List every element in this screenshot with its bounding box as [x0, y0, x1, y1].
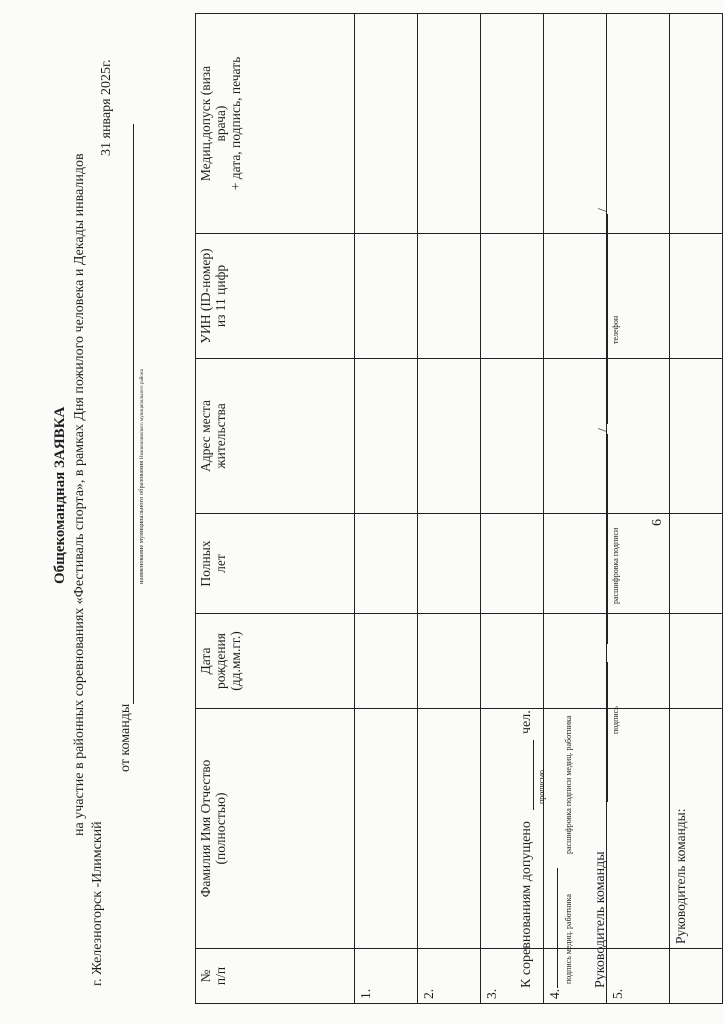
table-row [355, 14, 418, 1004]
med-sign-line[interactable] [557, 868, 558, 988]
med-decode-caption: расшифровка подписи медиц. работника [564, 715, 573, 854]
team-label: от команды [118, 703, 133, 772]
col-number-leader-cell[interactable] [670, 949, 723, 1004]
header-text-line: Медиц.допуск (виза [198, 65, 213, 182]
col-medical-leader-cell[interactable] [670, 14, 723, 234]
col-full-name-header [196, 709, 355, 949]
col-full-name-cell[interactable] [607, 709, 670, 949]
col-address-cell[interactable] [607, 359, 670, 514]
col-age-cell[interactable] [544, 514, 607, 614]
document-title: Общекомандная ЗАЯВКА [52, 406, 68, 584]
col-uin-cell[interactable] [544, 234, 607, 359]
col-medical-cell[interactable] [481, 14, 544, 234]
col-uin-cell[interactable] [481, 234, 544, 359]
slash-2: / [596, 208, 611, 212]
header-text-line: жительства [213, 403, 228, 469]
col-number-cell: 5. [607, 949, 670, 1004]
med-sign-caption: подпись медиц. работника [564, 894, 573, 984]
slash-1: / [596, 428, 611, 432]
col-birth-date-cell[interactable] [481, 614, 544, 709]
col-birth-date-leader-cell[interactable] [670, 614, 723, 709]
header-text-line: + дата, подпись, печать [228, 56, 243, 191]
table-row [418, 14, 481, 1004]
header-text-line: (полностью) [213, 792, 228, 865]
col-birth-date-cell[interactable] [607, 614, 670, 709]
col-medical-cell[interactable] [355, 14, 418, 234]
col-address-cell[interactable] [481, 359, 544, 514]
col-address-header [196, 359, 355, 514]
header-text-line: УИН (ID-номер) [198, 248, 213, 344]
phone-line[interactable] [607, 214, 608, 424]
col-address-cell[interactable] [418, 359, 481, 514]
col-age-leader-cell[interactable] [670, 514, 723, 614]
col-birth-date-cell[interactable] [544, 614, 607, 709]
col-birth-date-header [196, 614, 355, 709]
header-text-line: п/п [213, 966, 228, 986]
sign-caption: подпись [611, 706, 620, 734]
col-medical-header [196, 14, 355, 234]
leader-footer-label: Руководитель команды [593, 851, 608, 988]
admitted-caption: прописью [537, 769, 546, 804]
col-uin-cell[interactable] [418, 234, 481, 359]
header-text-line: врача) [213, 105, 228, 142]
team-caption: наименование муниципального образования Нижнеилимского муниципального района [138, 369, 145, 584]
col-uin-header [196, 234, 355, 359]
header-text-line: Фамилия Имя Отчество [198, 759, 213, 898]
header-text-line: (дд.мм.гг.) [228, 631, 243, 691]
header-text-line: из 11 цифр [213, 264, 228, 328]
header-text-line: № [198, 969, 213, 983]
page-number: 6 [650, 519, 665, 526]
col-age-cell[interactable] [355, 514, 418, 614]
col-age-header [196, 514, 355, 614]
admitted-count-line[interactable] [533, 740, 534, 810]
admitted-unit: чел. [519, 710, 534, 734]
admitted-label: К соревнованиям допущено [519, 821, 534, 988]
col-age-cell[interactable] [418, 514, 481, 614]
col-number-header [196, 949, 355, 1004]
leader-decode-line[interactable] [607, 434, 608, 644]
col-number-cell: 1. [355, 949, 418, 1004]
col-number-cell: 2. [418, 949, 481, 1004]
col-full-name-cell[interactable] [418, 709, 481, 949]
col-address-cell[interactable] [355, 359, 418, 514]
col-address-cell[interactable] [544, 359, 607, 514]
col-uin-cell[interactable] [355, 234, 418, 359]
col-number-cell: 3. [481, 949, 544, 1004]
col-uin-leader-cell[interactable] [670, 234, 723, 359]
col-medical-cell[interactable] [607, 14, 670, 234]
header-text-line: рождения [213, 633, 228, 690]
leader-sign-line[interactable] [607, 662, 608, 802]
col-full-name-leader-cell: Руководитель команды: [670, 709, 723, 949]
city-label: г. Железногорск -Илимский [90, 821, 105, 986]
document-subtitle: на участие в районных соревнованиях «Фестиваль спорта», в рамках Дня пожилого человека и Декады инвалидов [72, 153, 87, 836]
col-number-cell: 4. [544, 949, 607, 1004]
header-text-line: Дата [198, 647, 213, 675]
col-address-leader-cell[interactable] [670, 359, 723, 514]
col-birth-date-cell[interactable] [418, 614, 481, 709]
table-row [607, 14, 670, 1004]
col-age-cell[interactable] [481, 514, 544, 614]
col-birth-date-cell[interactable] [355, 614, 418, 709]
col-medical-cell[interactable] [418, 14, 481, 234]
leader-row [670, 14, 723, 1004]
document-date: 31 января 2025г. [99, 59, 114, 156]
decode-caption: расшифровка подписи [611, 527, 620, 604]
table-body [355, 14, 723, 1004]
col-full-name-cell[interactable] [355, 709, 418, 949]
header-text-line: лет [213, 554, 228, 573]
team-name-line [133, 124, 134, 704]
col-medical-cell[interactable] [544, 14, 607, 234]
table-header-row [196, 14, 355, 1004]
participants-table [195, 13, 723, 1004]
header-text-line: Полных [198, 540, 213, 587]
header-text-line: Адрес места [198, 400, 213, 472]
phone-caption: телефон [611, 315, 620, 344]
